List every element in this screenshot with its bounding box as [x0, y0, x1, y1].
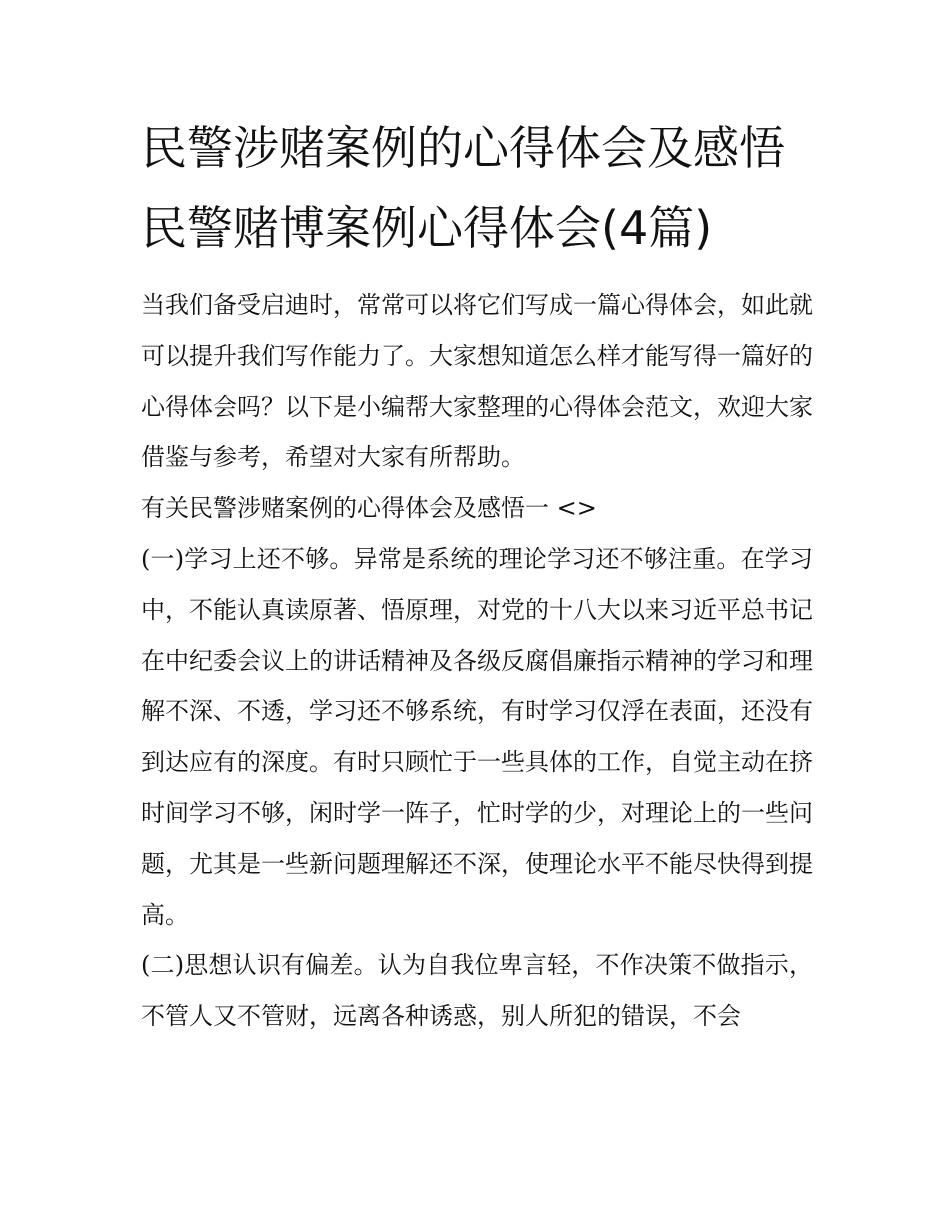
body-paragraph: (一)学习上还不够。异常是系统的理论学习还不够注重。在学习中，不能认真读原著、悟原理，对党的十八大以来习近平总书记在中纪委会议上的讲话精神及各级反腐倡廉指示精神的学习和理解不深、不透，学习还不够系统，有时学习仅浮在表面，还没有到达应有的深度。有时只顾忙于一些具体的工作，自觉主动在挤时间学习不够，闲时学一阵子，忙时学的少，对理论上的一些问题，尤其是一些新问题理解还不深，使理论水平不能尽快得到提高。	[141, 544, 813, 929]
body-paragraph: (二)思想认识有偏差。认为自我位卑言轻，不作决策不做指示，不管人又不管财，远离各种诱惑，别人所犯的错误，不会	[141, 951, 813, 1031]
intro-paragraph: 当我们备受启迪时，常常可以将它们写成一篇心得体会，如此就可以提升我们写作能力了。大家想知道怎么样才能写得一篇好的心得体会吗？以下是小编帮大家整理的心得体会范文，欢迎大家借鉴与参考，希望对大家有所帮助。	[141, 291, 813, 472]
section-heading: 有关民警涉赌案例的心得体会及感悟一 <>	[141, 494, 597, 523]
document-content	[141, 108, 813, 1042]
document-body	[141, 280, 813, 1042]
document-title: 民警涉赌案例的心得体会及感悟 民警赌博案例心得体会(4篇)	[141, 121, 785, 255]
